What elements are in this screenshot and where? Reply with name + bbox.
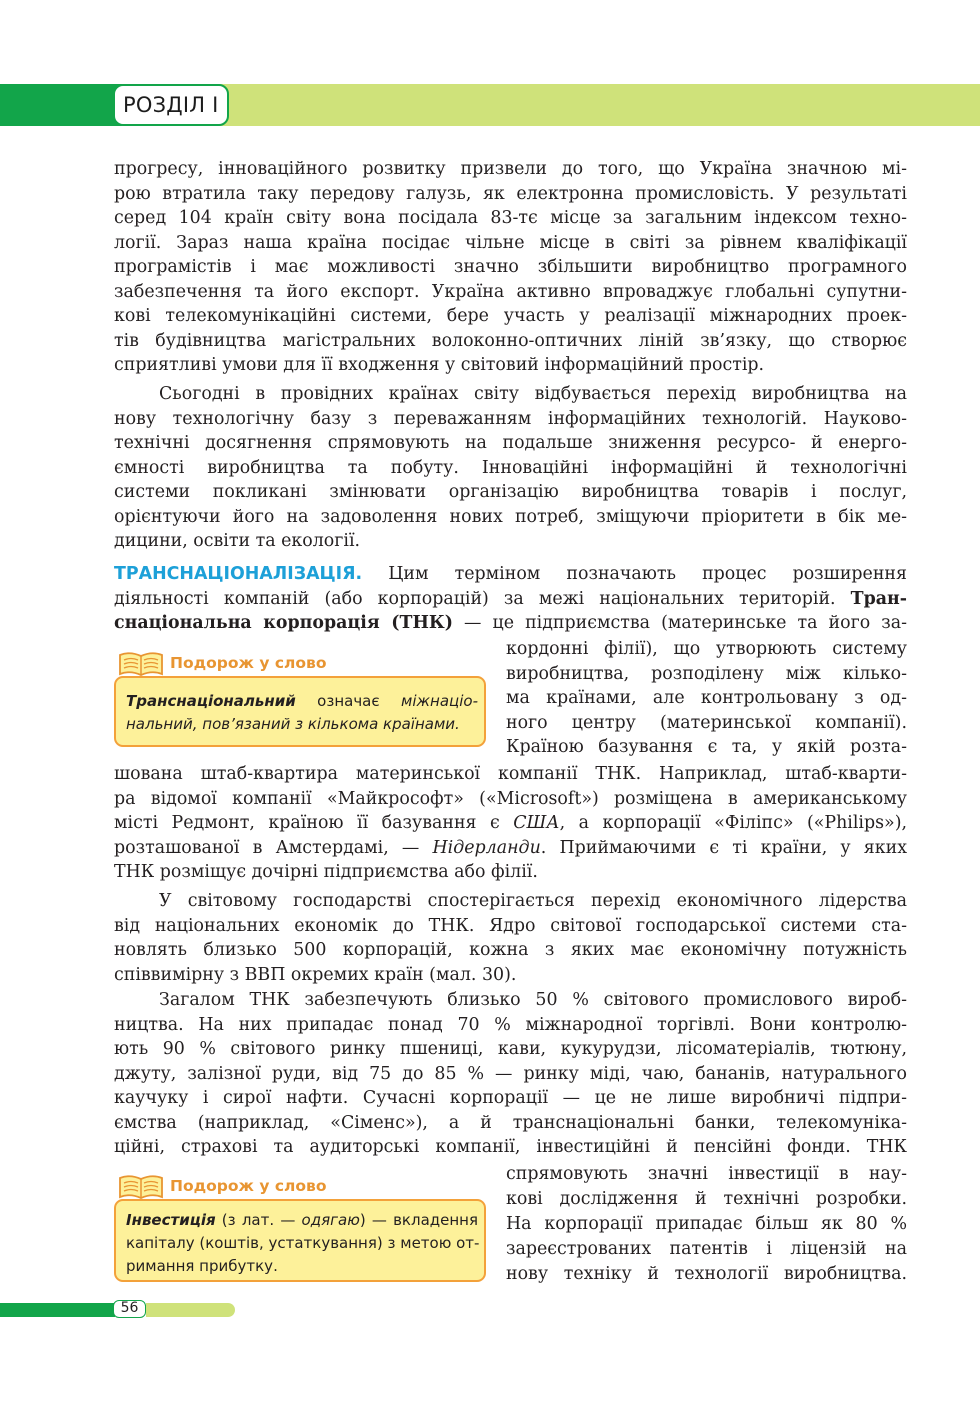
text-line: Країною базування є та, у якій розта- [506,737,907,757]
text-line: системи покликані змінювати організацію виробництва товарів і послуг, [114,482,907,502]
text-line: серед 104 країн світу вона посідала 83-тє місце за загальним індексом техно- [114,208,907,228]
text-line [114,562,907,586]
callout-1-header [118,650,327,676]
text-line: кові дослідження й технічні розробки. [506,1189,907,1209]
text-line: ного центру (материнської компанії). [506,712,907,733]
page-number: 56 [113,1300,146,1318]
text-line: дицини, освіти та екології. [114,531,361,551]
text-line: прогресу, інноваційного розвитку призвели до того, що Україна значною мі- [114,159,907,179]
text-line: Сьогодні в провідних країнах світу відбувається перехід виробництва на [159,384,907,404]
text-span: ) — вкладення [359,1211,479,1229]
text-line: джуту, залізної руди, від 75 до 85 % — ринку міді, чаю, бананів, натурального [114,1063,907,1084]
open-book-icon [118,1173,164,1199]
footer-band-green [0,1303,115,1317]
text-line: зареєстрованих патентів і ліцензій на [506,1239,907,1259]
text-line: Загалом ТНК забезпечують близько 50 % світового промислового вироб- [159,990,907,1010]
callout-line: нальний, пов’язаний з кількома країнами. [126,715,460,733]
text-span: розташованої в Амстердамі, — [114,837,433,858]
text-span: означає [295,692,402,710]
callout-term: Транснаціональний [126,692,296,710]
text-line: рою втратила таку передову галузь, як електронна промисловість. У результаті [114,183,907,204]
text-span: (з лат. — [215,1211,302,1229]
text-line: кові телекомунікаційні системи, бере участь у реалізації міжнародних проек- [114,306,907,326]
italic-term: Нідерланди [432,837,541,858]
text-line [114,811,907,835]
callout-box-1 [114,676,486,747]
text-line: ємства (наприклад, «Сіменс»), а й транснаціональні банки, телекомуніка- [114,1112,907,1133]
text-line: спрямовують значні інвестиції в нау- [506,1164,907,1184]
callout-title: Подорож у слово [170,1177,327,1195]
text-line: ра відомої компанії «Майкрософт» («Microsoft») розміщена в американському [114,788,907,809]
text-line: сприятливі умови для її входження у світовий інформаційний простір. [114,355,765,375]
text-line [114,836,907,860]
text-line: технічні досягнення спрямовують на подальше зниження ресурсо- й енерго- [114,433,907,453]
callout-title: Подорож у слово [170,654,327,672]
text-span: місті Редмонт, країною її базування є [114,813,514,833]
text-line: орієнтуючи його на задоволення нових потреб, зміщуючи пріоритети в бік ме- [114,506,907,527]
text-line: від національних економік до ТНК. Ядро світової господарської системи ста- [114,915,907,936]
text-line: шована штаб-квартира материнської компанії ТНК. Наприклад, штаб-кварти- [114,764,907,784]
text-span: , а корпорації «Філіпс» («Philips»), [559,813,908,833]
text-line: нову технологічну базу з переважанням інформаційних технологій. Науково- [114,408,907,429]
text-line: ма країнами, але контрольовану з од- [506,688,907,708]
text-span: — це підприємства (материнське та його за- [452,613,907,633]
italic-term: США [513,813,560,833]
text-line [114,587,907,611]
callout-line: римання прибутку. [126,1257,278,1275]
text-line: програмістів і має можливості значно збільшити виробництво програмного [114,257,907,277]
open-book-icon [118,650,164,676]
text-span: діяльності компаній (або корпорацій) за межі національних територій. [114,588,851,609]
callout-box-2 [114,1199,486,1282]
text-line: ційні, страхові та аудиторські компанії, інвестиційні й пенсійні фонди. ТНК [114,1137,907,1157]
text-span: міжнаціо- [401,692,478,710]
text-span: . Приймаючими є ті країни, у яких [540,837,908,858]
term-heading: ТРАНСНАЦІОНАЛІЗАЦІЯ. [114,564,363,584]
text-line: нову техніку й технології виробництва. [506,1264,907,1284]
text-line: ТНК розміщує дочірні підприємства або філії. [114,862,538,882]
bold-term: снаціональна корпорація (ТНК) [114,613,453,633]
callout-line [126,1209,478,1232]
text-span: одягаю [301,1211,360,1229]
header-band-lime [122,84,980,126]
text-line: ництва. На них припадає понад 70 % міжнародної торгівлі. Вони контролю- [114,1014,907,1035]
text-line: забезпечення та його експорт. Україна активно впроваджує глобальні супутни- [114,281,907,302]
callout-term: Інвестиція [126,1211,216,1229]
text-line: ємності виробництва та побуту. Інноваційні інформаційні й технологічні [114,457,907,478]
text-span: Цим терміном позначають процес розширення [362,564,907,584]
text-line: співвимірну з ВВП окремих країн (мал. 30). [114,964,517,985]
text-line: У світовому господарстві спостерігається перехід економічного лідерства [159,891,907,911]
text-line [114,611,907,635]
text-line: каучуку і сирої нафти. Сучасні корпорації — це не лише виробничі підпри- [114,1088,907,1108]
callout-line [126,690,478,713]
header-band-green [0,84,122,126]
text-line: новлять близько 500 корпорацій, кожна з яких має економічну потужність [114,940,907,960]
footer-band-lime [146,1303,235,1317]
text-line: кордонні філії), що утворюють систему [506,639,907,659]
callout-2-header [118,1173,327,1199]
bold-term: Тран- [850,588,907,609]
text-line: тів будівництва магістральних волоконно-оптичних ліній зв’язку, що створює [114,330,907,351]
callout-line: капіталу (коштів, устаткування) з метою от- [126,1234,480,1252]
section-label: РОЗДІЛ I [113,84,229,126]
text-line: На корпорації припадає більш як 80 % [506,1214,907,1234]
text-line: логії. Зараз наша країна посідає чільне місце в світі за рівнем кваліфікації [114,232,907,253]
text-line: ють 90 % світового ринку пшениці, кави, кукурудзи, лісоматеріалів, тютюну, [114,1039,907,1059]
text-line: виробництва, розподілену між кілько- [506,663,907,684]
